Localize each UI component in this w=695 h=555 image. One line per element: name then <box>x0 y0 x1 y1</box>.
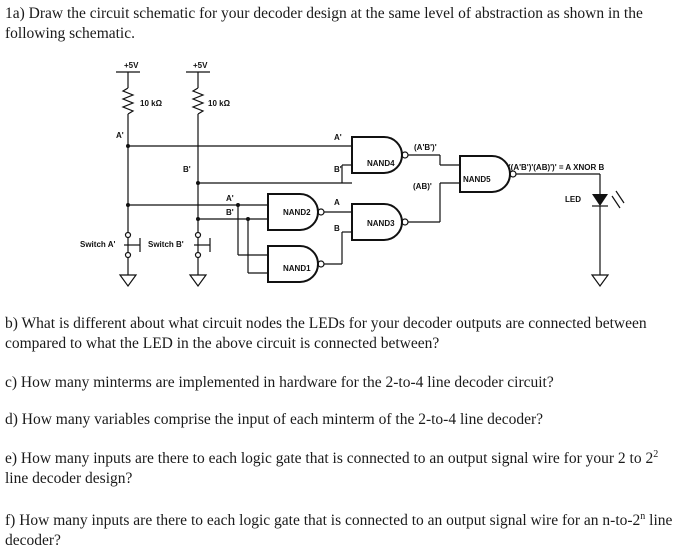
nand4-input-a-label: A' <box>334 133 342 142</box>
nand3-input-a-label: A <box>334 198 340 207</box>
nand4-label: NAND4 <box>367 159 395 168</box>
nand5-label: NAND5 <box>463 175 491 184</box>
question-e-superscript: 2 <box>653 448 659 460</box>
led-symbol <box>592 194 608 206</box>
ground-symbol <box>592 275 608 286</box>
nand4-input-b-label: B' <box>334 165 342 174</box>
question-c: c) How many minterms are implemented in hardware for the 2-to-4 line decoder circuit? <box>5 374 554 391</box>
node-b-label: B' <box>183 165 191 174</box>
question-1a: 1a) Draw the circuit schematic for your decoder design at the same level of abstraction as shown in the following schematic. <box>5 5 643 42</box>
nand3-input-b-label: B <box>334 224 340 233</box>
nand3-output-label: (AB)' <box>413 182 432 191</box>
question-d: d) How many variables comprise the input of each minterm of the 2-to-4 line decoder? <box>5 411 544 428</box>
question-e-text: e) How many inputs are there to each logic gate that is connected to an output signal wire for your 2 to 2 <box>5 450 654 467</box>
nand5-gate <box>460 156 510 192</box>
resistor-left <box>123 88 133 114</box>
question-f-superscript: n <box>640 510 646 522</box>
nand1-label: NAND1 <box>283 264 311 273</box>
question-b: b) What is different about what circuit nodes the LEDs for your decoder outputs are connected between compared to what the LED in the above circuit is connected between? <box>5 315 647 352</box>
resistor-left-label: 10 kΩ <box>140 99 162 108</box>
switch-a-label: Switch A' <box>80 240 116 249</box>
nand2-label: NAND2 <box>283 208 311 217</box>
nand2-input-b-label: B' <box>226 208 234 217</box>
question-f <box>5 511 685 551</box>
ground-symbol <box>120 275 136 286</box>
node-a-label: A' <box>116 131 124 140</box>
nand4-output-label: (A'B')' <box>414 143 437 152</box>
vcc-left-label: +5V <box>124 61 139 70</box>
question-e <box>5 449 685 489</box>
nand2-input-a-label: A' <box>226 194 234 203</box>
switch-b-label: Switch B' <box>148 240 184 249</box>
circuit-schematic <box>0 50 695 310</box>
led-label: LED <box>565 195 581 204</box>
nand5-output-label: ((A'B')'(AB)')' = A XNOR B <box>508 163 605 172</box>
question-f-tail: line decoder? <box>5 512 673 549</box>
ground-symbol <box>190 275 206 286</box>
resistor-right-label: 10 kΩ <box>208 99 230 108</box>
nand3-label: NAND3 <box>367 219 395 228</box>
question-e-tail: line decoder design? <box>5 470 133 487</box>
resistor-right <box>193 88 203 114</box>
vcc-right-label: +5V <box>193 61 208 70</box>
question-f-text: f) How many inputs are there to each logic gate that is connected to an output signal wire for an n-to-2 <box>5 512 641 529</box>
